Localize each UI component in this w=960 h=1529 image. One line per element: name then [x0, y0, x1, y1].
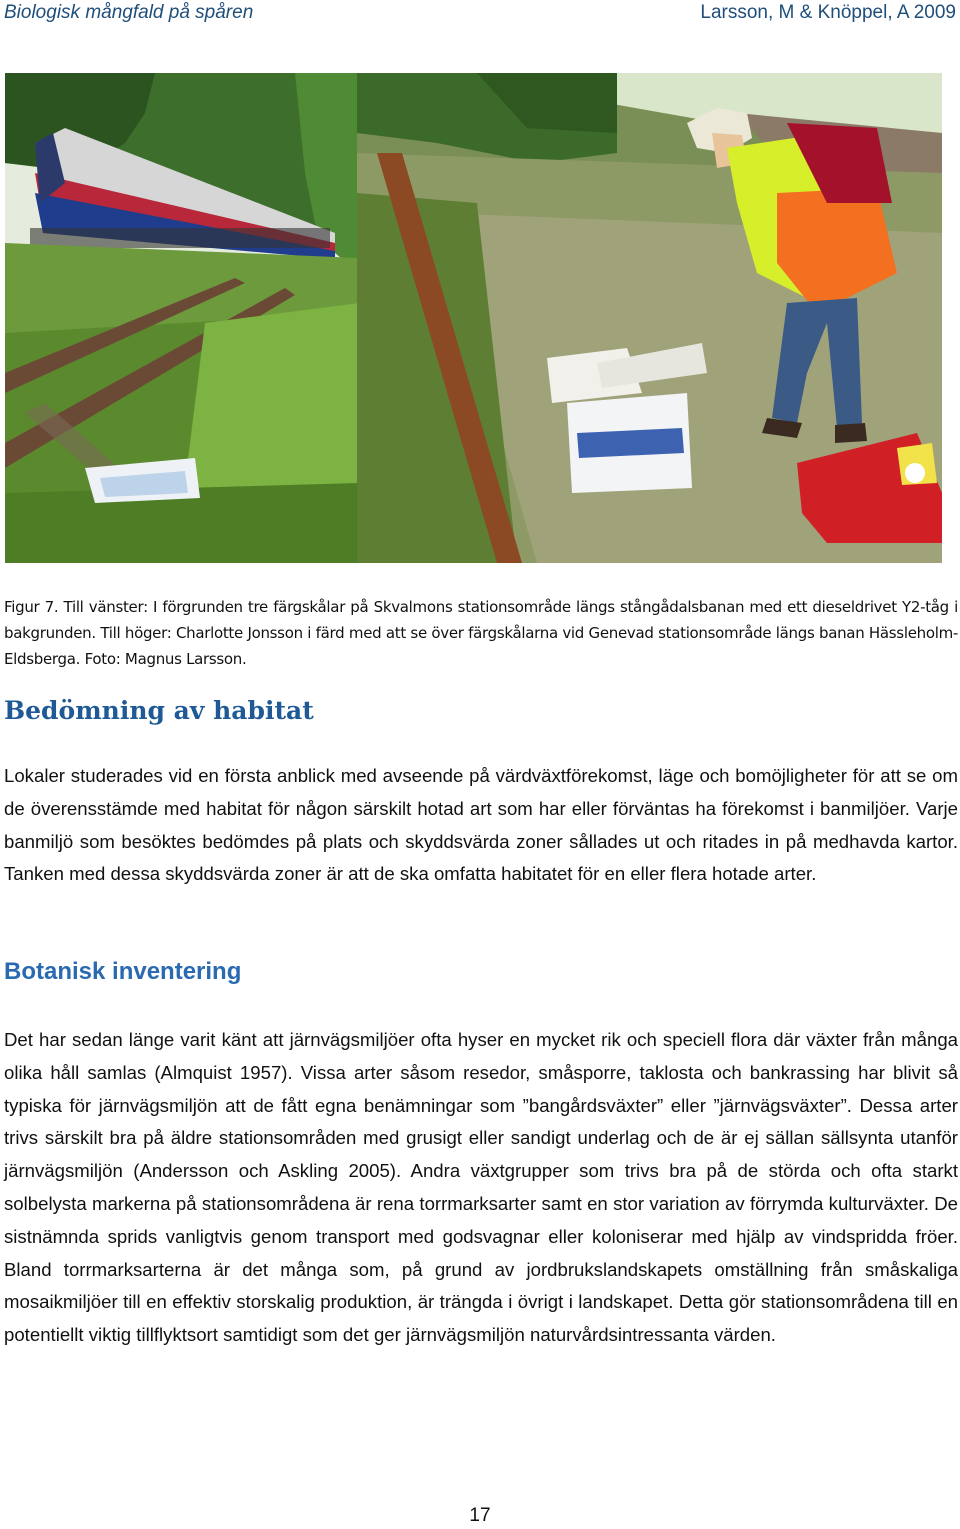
running-header-title: Biologisk mångfald på spåren — [4, 2, 254, 23]
figure-caption: Figur 7. Till vänster: I förgrunden tre färgskålar på Skvalmons stationsområde längs stångådalsbanan med ett dieseldrivet Y2-tåg i bakgrunden. Till höger: Charlotte Jonsson i färd med att se över färgskålarna vid Genevad stationsområde längs banan Hässleholm-Eldsberga. Foto: Magnus Larsson. — [4, 598, 958, 668]
page-number: 17 — [469, 1505, 491, 1526]
photo-inspecting-color-bowls — [357, 73, 942, 563]
section-heading-botanical: Botanisk inventering — [4, 958, 242, 985]
section-heading-habitat: Bedömning av habitat — [4, 696, 314, 725]
section-body-habitat: Lokaler studerades vid en första anblick med avseende på värdväxtförekomst, läge och bomöjligheter för att se om de överensstämde med habitat för någon särskilt hotad art som har eller förväntas ha förekomst i banmiljöer. Varje banmiljö som besöktes bedömdes på plats och skyddsvärda zoner sållades ut och ritades in på medhavda kartor. Tanken med dessa skyddsvärda zoner är att de ska omfatta habitatet för en eller flera hotade arter. — [4, 765, 958, 885]
photo-train-and-color-bowls — [5, 73, 359, 563]
section-body-botanical: Det har sedan länge varit känt att järnvägsmiljöer ofta hyser en mycket rik och speciell flora där växter från många olika håll samlas (Almquist 1957). Vissa arter såsom resedor, småsporre, taklosta och bankrassing har blivit så typiska för järnvägsmiljön att de fått egna benämningar som ”bangårdsväxter” eller ”järnvägsväxter”. Dessa arter trivs särskilt bra på äldre stationsområden med grusigt eller sandigt underlag och de är ej sällan sällsynta utanför järnvägsmiljön (Andersson och Askling 2005). Andra växtgrupper som trivs bra på de störda och ofta starkt solbelysta markerna på stationsområdena är rena torrmarksarter samt en stor variation av förrymda kulturväxter. De sistnämnda sprids vanligtvis genom transport med godsvagnar eller koloniserar med hjälp av vindspridda fröer. Bland torrmarksarterna är det många som, på grund av jordbrukslandskapets omställning från småskaliga mosaikmiljöer till en effektiv storskalig produktion, är trängda i övrigt i landskapet. Detta gör stationsområdena till en potentiellt viktig tillflyktsort samtidigt som det ger järnvägsmiljön naturvårdsintressanta värden. — [4, 1029, 958, 1346]
running-header-authors: Larsson, M & Knöppel, A 2009 — [700, 2, 956, 23]
